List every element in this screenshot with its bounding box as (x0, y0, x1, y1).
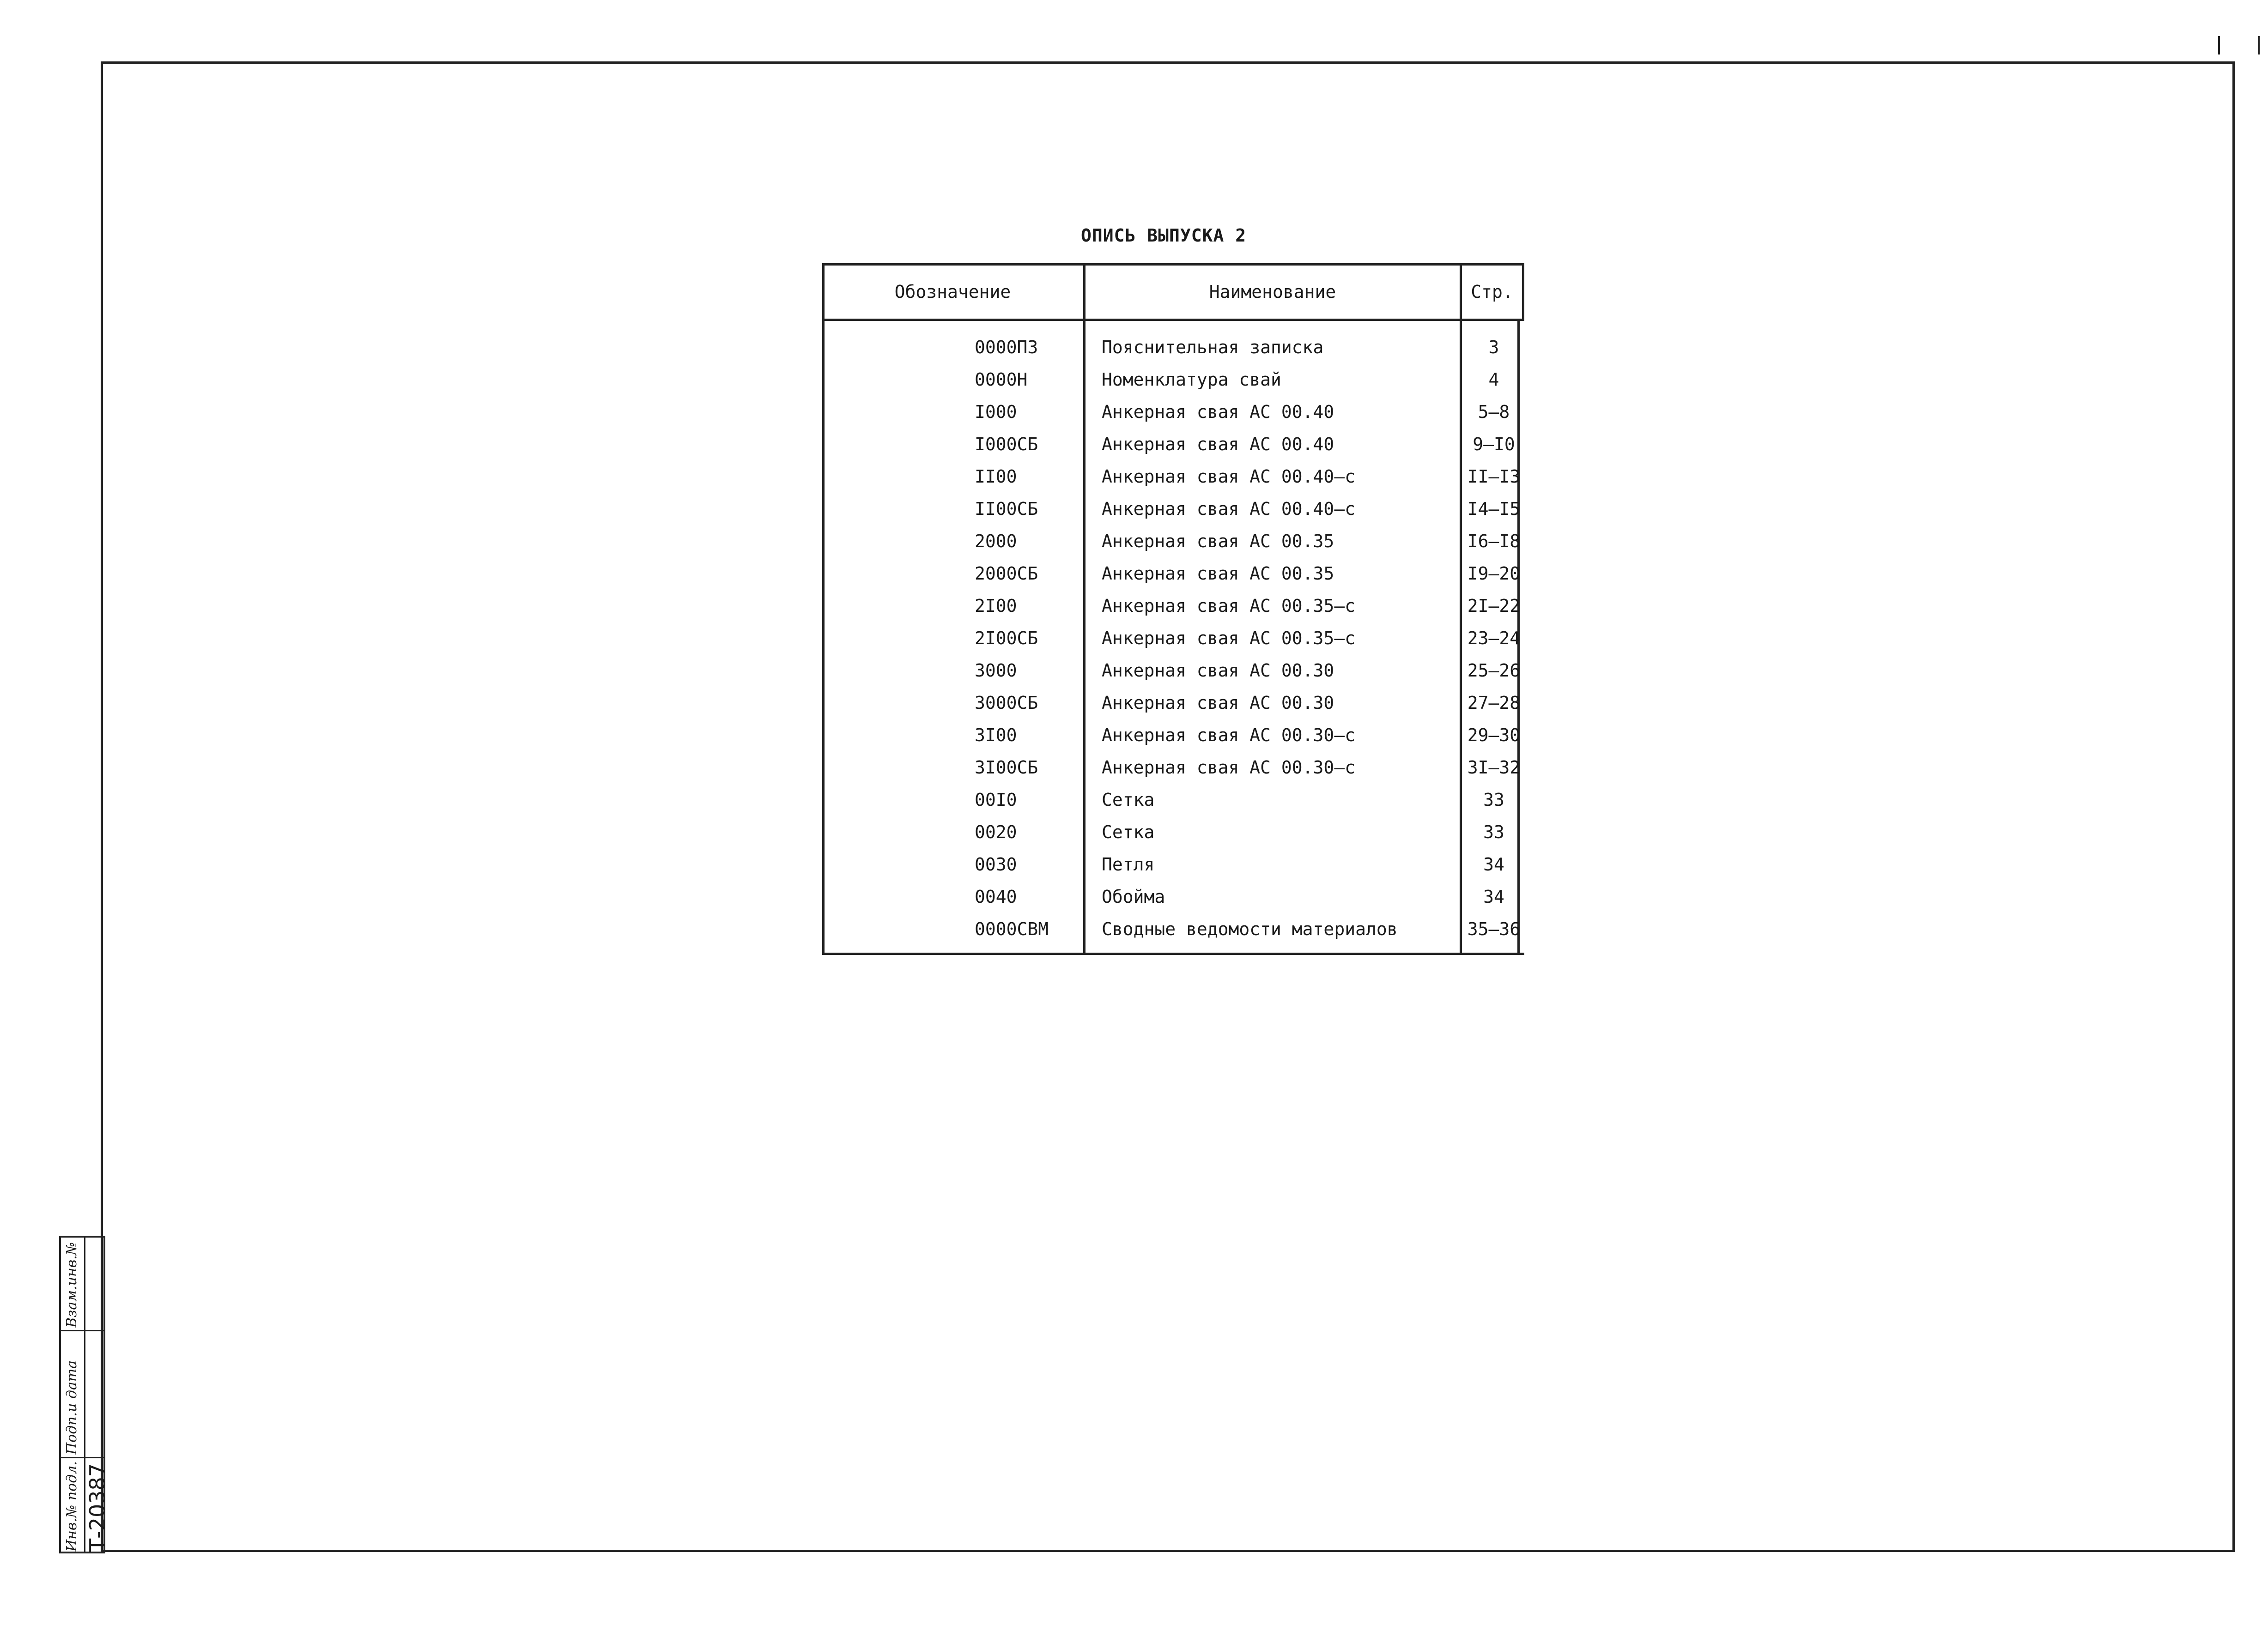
row-code: II00 (975, 466, 1017, 487)
row-page: 3I–32 (1467, 757, 1521, 778)
header-name: Наименование (1209, 282, 1336, 302)
table-body (822, 337, 1524, 951)
row-name: Анкерная свая АС 00.35 (1102, 531, 1334, 551)
row-name: Сетка (1102, 822, 1155, 842)
row-code: 3000 (975, 660, 1017, 681)
row-code: 2I00 (975, 596, 1017, 616)
row-page: II–I3 (1467, 466, 1521, 487)
inventory-stamp (59, 1236, 110, 1553)
header-divider (822, 319, 1524, 321)
table-row (822, 693, 1524, 725)
row-code: 0000СВМ (975, 919, 1049, 939)
row-name: Анкерная свая АС 00.40 (1102, 402, 1334, 422)
row-name: Анкерная свая АС 00.35 (1102, 563, 1334, 584)
row-name: Обойма (1102, 887, 1165, 907)
table-row (822, 887, 1524, 919)
row-name: Сетка (1102, 790, 1155, 810)
row-code: 0040 (975, 887, 1017, 907)
table-row (822, 466, 1524, 499)
row-name: Анкерная свая АС 00.40–с (1102, 499, 1356, 519)
row-page: 27–28 (1467, 693, 1521, 713)
row-name: Анкерная свая АС 00.35–с (1102, 596, 1356, 616)
row-page: 34 (1483, 854, 1504, 875)
row-page: 35–36 (1467, 919, 1521, 939)
document-title: ОПИСЬ ВЫПУСКА 2 (1081, 225, 1247, 246)
column-divider (1522, 263, 1524, 321)
row-name: Номенклатура свай (1102, 369, 1281, 390)
row-code: 2000СБ (975, 563, 1038, 584)
table-row (822, 499, 1524, 531)
table-row (822, 822, 1524, 854)
table-row (822, 434, 1524, 466)
table-row (822, 790, 1524, 822)
row-page: 25–26 (1467, 660, 1521, 681)
row-name: Анкерная свая АС 00.40 (1102, 434, 1334, 454)
header-page: Стр. (1471, 282, 1513, 302)
row-name: Анкерная свая АС 00.30 (1102, 693, 1334, 713)
row-page: 3 (1488, 337, 1499, 357)
table-row (822, 369, 1524, 402)
stamp-divider (61, 1457, 103, 1458)
table-row (822, 757, 1524, 790)
row-page: 33 (1483, 790, 1504, 810)
row-code: 0030 (975, 854, 1017, 875)
row-name: Петля (1102, 854, 1155, 875)
table-row (822, 628, 1524, 660)
table-row (822, 919, 1524, 951)
row-code: II00СБ (975, 499, 1038, 519)
row-page: I9–20 (1467, 563, 1521, 584)
row-code: 0000ПЗ (975, 337, 1038, 357)
row-page: 29–30 (1467, 725, 1521, 745)
row-page: 9–I0 (1473, 434, 1515, 454)
header-code: Обозначение (894, 282, 1011, 302)
stamp-divider (61, 1330, 103, 1331)
inventory-table (822, 263, 1524, 955)
row-code: 0020 (975, 822, 1017, 842)
row-name: Сводные ведомости материалов (1102, 919, 1398, 939)
row-code: 0000Н (975, 369, 1028, 390)
row-name: Анкерная свая АС 00.40–с (1102, 466, 1356, 487)
row-code: I000 (975, 402, 1017, 422)
stamp-inventory-number: Т-20387 (85, 1463, 110, 1552)
row-page: I4–I5 (1467, 499, 1521, 519)
row-page: 34 (1483, 887, 1504, 907)
row-name: Анкерная свая АС 00.30 (1102, 660, 1334, 681)
table-row (822, 531, 1524, 563)
corner-mark (2218, 36, 2260, 54)
row-code: 3I00СБ (975, 757, 1038, 778)
row-page: 33 (1483, 822, 1504, 842)
row-code: 00I0 (975, 790, 1017, 810)
table-row (822, 563, 1524, 596)
stamp-label-original-inv: Инв.№ подл. (64, 1461, 80, 1552)
row-page: I6–I8 (1467, 531, 1521, 551)
table-row (822, 725, 1524, 757)
row-page: 2I–22 (1467, 596, 1521, 616)
stamp-label-replacement-inv: Взам.инв.№ (64, 1242, 80, 1328)
row-name: Пояснительная записка (1102, 337, 1324, 357)
row-code: 2000 (975, 531, 1017, 551)
row-code: 3000СБ (975, 693, 1038, 713)
row-code: 3I00 (975, 725, 1017, 745)
row-name: Анкерная свая АС 00.30–с (1102, 757, 1356, 778)
table-row (822, 596, 1524, 628)
row-name: Анкерная свая АС 00.35–с (1102, 628, 1356, 648)
table-row (822, 402, 1524, 434)
table-row (822, 337, 1524, 369)
row-page: 5–8 (1478, 402, 1510, 422)
table-row (822, 854, 1524, 887)
row-page: 4 (1488, 369, 1499, 390)
stamp-label-signature-date: Подп.и дата (64, 1360, 80, 1455)
row-page: 23–24 (1467, 628, 1521, 648)
row-code: 2I00СБ (975, 628, 1038, 648)
row-code: I000СБ (975, 434, 1038, 454)
row-name: Анкерная свая АС 00.30–с (1102, 725, 1356, 745)
table-row (822, 660, 1524, 693)
